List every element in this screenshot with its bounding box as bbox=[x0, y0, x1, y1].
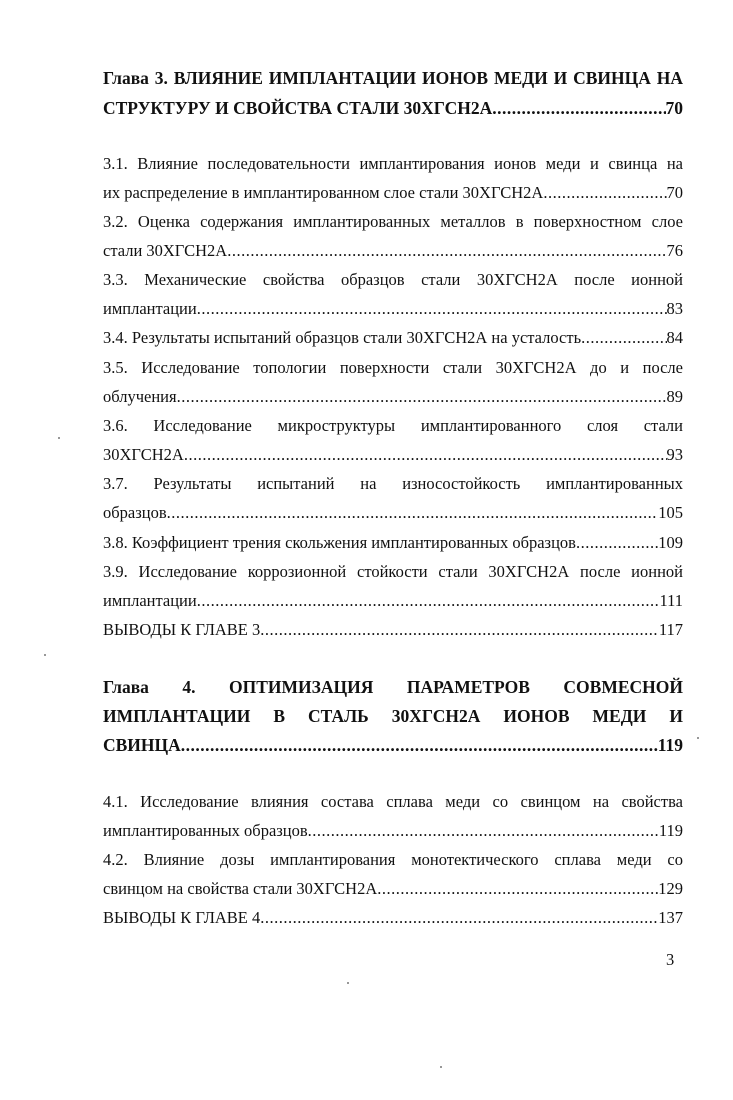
chapter3-heading-line2 bbox=[103, 96, 683, 120]
toc-entry-page: 93 bbox=[666, 445, 683, 464]
toc-entry-page: 83 bbox=[666, 299, 683, 318]
dot-leader bbox=[227, 239, 666, 263]
toc-entry-page: 111 bbox=[659, 591, 683, 610]
chapter3-heading-title: СТРУКТУРУ И СВОЙСТВА СТАЛИ 30ХГСН2А bbox=[103, 98, 493, 118]
chapter4-heading-line3 bbox=[103, 733, 683, 757]
page-number: 3 bbox=[666, 950, 675, 969]
toc-entry-4-1-line2 bbox=[103, 819, 683, 843]
toc-entry-text: образцов bbox=[103, 503, 167, 522]
toc-entry-3-5-line2 bbox=[103, 385, 683, 409]
toc-entry-page: 76 bbox=[666, 241, 683, 260]
toc-entry-3-2-line2 bbox=[103, 239, 683, 263]
toc-entry-4-2-line2 bbox=[103, 877, 683, 901]
dot-leader bbox=[543, 181, 666, 205]
dot-leader bbox=[492, 96, 665, 120]
toc-entry-page: 89 bbox=[666, 387, 683, 406]
toc-entry-text: облучения bbox=[103, 387, 177, 406]
toc-entry-3-3-line1: 3.3. Механические свойства образцов стали 30ХГСН2А после ионной bbox=[103, 270, 683, 289]
toc-entry-text: имплантации bbox=[103, 299, 197, 318]
toc-entry-3-9-line2 bbox=[103, 589, 683, 613]
toc-entry-text: имплантированных образцов bbox=[103, 821, 308, 840]
chapter4-heading-line2: ИМПЛАНТАЦИИ В СТАЛЬ 30ХГСН2А ИОНОВ МЕДИ И bbox=[103, 706, 683, 726]
toc-entry-text: стали 30ХГСН2А bbox=[103, 241, 228, 260]
chapter3-heading-page: 70 bbox=[665, 98, 683, 118]
toc-entry-4-2-line1: 4.2. Влияние дозы имплантирования монотектического сплава меди со bbox=[103, 850, 683, 869]
toc-entry-page: 117 bbox=[658, 620, 683, 639]
toc-entry-page: 70 bbox=[666, 183, 683, 202]
toc-entry-page: 105 bbox=[658, 503, 683, 522]
dot-leader bbox=[197, 297, 667, 321]
chapter4-heading-line1: Глава 4. ОПТИМИЗАЦИЯ ПАРАМЕТРОВ СОВМЕСНОЙ bbox=[103, 677, 683, 697]
scan-speck bbox=[44, 654, 46, 656]
chapter4-heading-page: 119 bbox=[657, 735, 683, 755]
dot-leader bbox=[377, 877, 658, 901]
dot-leader bbox=[260, 618, 659, 642]
toc-entry-text: их распределение в имплантированном слое стали 30ХГСН2А bbox=[103, 183, 544, 202]
toc-entry-4-1-line1: 4.1. Исследование влияния состава сплава меди со свинцом на свойства bbox=[103, 792, 683, 811]
toc-entry-text: ВЫВОДЫ К ГЛАВЕ 4 bbox=[103, 908, 261, 927]
dot-leader bbox=[197, 589, 660, 613]
toc-entry-page: 119 bbox=[658, 821, 683, 840]
toc-entry-3-7-line1: 3.7. Результаты испытаний на износостойкость имплантированных bbox=[103, 474, 683, 493]
dot-leader bbox=[576, 531, 658, 555]
dot-leader bbox=[181, 733, 658, 757]
toc-entry-page: 109 bbox=[658, 533, 683, 552]
toc-entry-text: ВЫВОДЫ К ГЛАВЕ 3 bbox=[103, 620, 261, 639]
toc-entry-page: 84 bbox=[666, 328, 683, 347]
scan-speck bbox=[697, 737, 699, 739]
dot-leader bbox=[260, 906, 658, 930]
toc-entry-3-6-line2 bbox=[103, 443, 683, 467]
chapter3-heading-line1: Глава 3. ВЛИЯНИЕ ИМПЛАНТАЦИИ ИОНОВ МЕДИ И СВИНЦА НА bbox=[103, 68, 683, 88]
toc-entry-3-1-line2 bbox=[103, 181, 683, 205]
toc-entry-3-6-line1: 3.6. Исследование микроструктуры имплантированного слоя стали bbox=[103, 416, 683, 435]
toc-entry-text: 3.4. Результаты испытаний образцов стали 30ХГСН2А на усталость bbox=[103, 328, 582, 347]
scan-speck bbox=[440, 1066, 442, 1068]
toc-entry-3-9-line1: 3.9. Исследование коррозионной стойкости стали 30ХГСН2А после ионной bbox=[103, 562, 683, 581]
dot-leader bbox=[184, 443, 667, 467]
toc-entry-text: 30ХГСН2А bbox=[103, 445, 184, 464]
toc-entry-text: имплантации bbox=[103, 591, 197, 610]
toc-entry-conclusions-3 bbox=[103, 618, 683, 642]
toc-entry-3-3-line2 bbox=[103, 297, 683, 321]
toc-entry-3-2-line1: 3.2. Оценка содержания имплантированных металлов в поверхностном слое bbox=[103, 212, 683, 231]
scan-speck bbox=[347, 982, 349, 984]
toc-entry-conclusions-4 bbox=[103, 906, 683, 930]
toc-entry-3-4 bbox=[103, 326, 683, 350]
scan-speck bbox=[58, 437, 60, 439]
dot-leader bbox=[177, 385, 667, 409]
toc-entry-3-5-line1: 3.5. Исследование топологии поверхности стали 30ХГСН2А до и после bbox=[103, 358, 683, 377]
toc-entry-text: 3.8. Коэффициент трения скольжения имплантированных образцов bbox=[103, 533, 576, 552]
dot-leader bbox=[167, 501, 659, 525]
toc-entry-page: 129 bbox=[658, 879, 683, 898]
chapter4-heading-title: СВИНЦА bbox=[103, 735, 181, 755]
toc-entry-3-1-line1: 3.1. Влияние последовательности имплантирования ионов меди и свинца на bbox=[103, 154, 683, 173]
toc-entry-3-8 bbox=[103, 531, 683, 555]
toc-entry-text: свинцом на свойства стали 30ХГСН2А bbox=[103, 879, 378, 898]
toc-entry-page: 137 bbox=[658, 908, 683, 927]
dot-leader bbox=[308, 819, 659, 843]
toc-entry-3-7-line2 bbox=[103, 501, 683, 525]
dot-leader bbox=[581, 326, 666, 350]
